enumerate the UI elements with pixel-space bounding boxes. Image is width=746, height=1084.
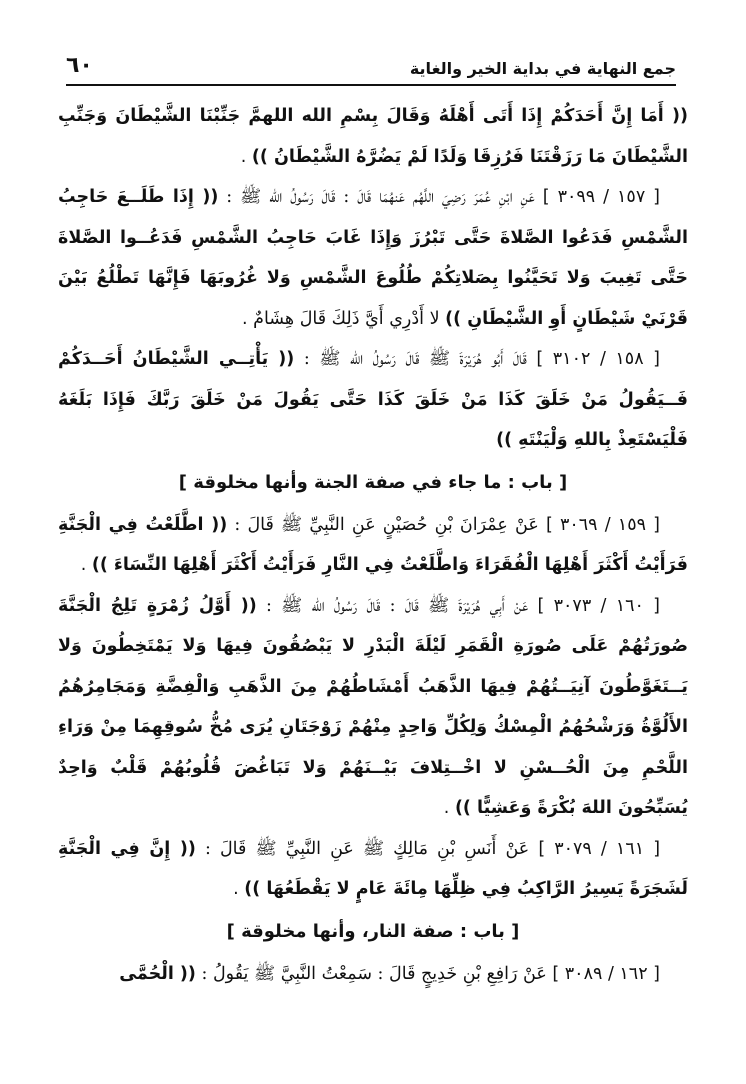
narration-chain: عَنْ أَبِي هُرَيْرَةَ ﷺ قَالَ : قَالَ رَسُولُ الله ﷺ : bbox=[256, 595, 538, 616]
hadith-reference: [ ١٦٠ / ٣٠٧٣ ] bbox=[537, 595, 661, 616]
chapter-heading: [ باب : صفة النار، وأنها مخلوقة ] bbox=[226, 920, 520, 942]
running-title: جمع النهاية في بداية الخير والغاية bbox=[409, 59, 676, 78]
page-number: ٦٠ bbox=[66, 53, 93, 78]
hadith-paragraph bbox=[58, 505, 688, 586]
hadith-paragraph bbox=[58, 586, 688, 829]
page-header bbox=[66, 48, 676, 86]
hadith-reference: [ ١٦٢ / ٣٠٨٩ ] bbox=[552, 963, 660, 984]
paragraph-tail: . bbox=[233, 879, 245, 899]
hadith-reference: [ ١٥٩ / ٣٠٦٩ ] bbox=[545, 514, 660, 535]
narration-chain: عَنْ عِمْرَانَ بْنِ حُصَيْنٍ عَنِ النَّبِيِّ ﷺ قَالَ : bbox=[227, 514, 546, 535]
hadith-paragraph bbox=[58, 339, 688, 461]
narration-chain: قَالَ أَبُو هُرَيْرَةَ ﷺ قَالَ رَسُولُ الله ﷺ : bbox=[294, 349, 537, 369]
hadith-text: (( أَمَا إِنَّ أَحَدَكُمْ إِذَا أَتَى أَهْلَهُ وَقَالَ بِسْمِ الله اللهمَّ جَنِّبْنَا الشَّيْطَانَ وَجَنِّبِ الشَّيْطَانَ مَا رَزَقْتَنَا فَرُزِقَا وَلَدًا لَمْ يَضُرَّهُ الشَّيْطَانُ )) bbox=[58, 106, 688, 167]
narration-chain: عَنِ ابْنِ عُمَرَ رَضِيَ اللَّهُم عَنهُمَا قَالَ : قَالَ رَسُولُ الله ﷺ : bbox=[218, 187, 543, 207]
hadith-reference: [ ١٥٧ / ٣٠٩٩ ] bbox=[542, 187, 661, 207]
hadith-paragraph bbox=[58, 954, 688, 995]
hadith-text: (( إِنَّ فِي الْجَنَّةِ لَشَجَرَةً يَسِيرُ الرَّاكِبُ فِي ظِلِّهَا مِائَةَ عَامٍ لا يَقْطَعُهَا )) bbox=[58, 838, 688, 899]
paragraph-tail: لا أَدْرِي أَيَّ ذَلِكَ قَالَ هِشَامٌ . bbox=[242, 308, 446, 329]
hadith-paragraph bbox=[58, 177, 688, 339]
paragraph-tail: . bbox=[443, 798, 455, 818]
chapter-heading: [ باب : ما جاء في صفة الجنة وأنها مخلوقة ] bbox=[178, 471, 568, 493]
hadith-paragraph bbox=[58, 829, 688, 910]
hadith-text: (( يَأْتِــي الشَّيْطَانُ أَحَــدَكُمْ فَــيَقُولُ مَنْ خَلَقَ كَذَا مَنْ خَلَقَ كَذَا حَتَّى يَقُولَ مَنْ خَلَقَ رَبَّكَ فَإِذَا بَلَغَهُ فَلْيَسْتَعِذْ بِاللهِ وَلْيَنْتَهِ )) bbox=[58, 349, 688, 450]
narration-chain: عَنْ أَنَسِ بْنِ مَالِكٍ ﷺ عَنِ النَّبِيِّ ﷺ قَالَ : bbox=[195, 838, 539, 859]
paragraph-tail: . bbox=[80, 555, 92, 575]
hadith-text: (( إِذَا طَلَــعَ حَاجِبُ الشَّمْسِ فَدَعُوا الصَّلاةَ حَتَّى تَبْرُزَ وَإِذَا غَابَ حَاجِبُ الشَّمْسِ فَدَعُــوا الصَّلاةَ حَتَّى تَغِيبَ وَلا تَحَيَّنُوا بِصَلاتِكُمْ طُلُوعَ الشَّمْسِ وَلا غُرُوبَهَا فَإِنَّهَا تَطْلُعُ بَيْنَ قَرْنَيْ شَيْطَانٍ أَوِ الشَّيْطَانِ )) bbox=[58, 187, 688, 329]
hadith-reference: [ ١٦١ / ٣٠٧٩ ] bbox=[538, 838, 661, 859]
hadith-text: (( اطَّلَعْتُ فِي الْجَنَّةِ فَرَأَيْتُ أَكْثَرَ أَهْلِهَا الْفُقَرَاءَ وَاطَّلَعْتُ فِي النَّارِ فَرَأَيْتُ أَكْثَرَ أَهْلِهَا النِّسَاءَ )) bbox=[58, 514, 688, 575]
page-body bbox=[58, 96, 688, 994]
hadith-paragraph bbox=[58, 96, 688, 177]
paragraph-tail: . bbox=[240, 146, 252, 167]
hadith-text: (( أَوَّلُ زُمْرَةٍ تَلِجُ الْجَنَّةَ صُورَتُهُمْ عَلَى صُورَةِ الْقَمَرِ لَيْلَةَ الْبَدْرِ لا يَبْصُقُونَ فِيهَا وَلا يَمْتَخِطُونَ وَلا يَــتَغَوَّطُونَ آنِيَــتُهُمْ فِيهَا الذَّهَبُ أَمْشَاطُهُمْ مِنَ الذَّهَبِ وَالْفِضَّةِ وَمَجَامِرُهُمُ الأَلُوَّةُ وَرَشْحُهُمُ الْمِسْكُ وَلِكُلِّ وَاحِدٍ مِنْهُمْ زَوْجَتَانِ يُرَى مُخُّ سُوقِهِمَا مِنْ وَرَاءِ اللَّحْمِ مِنَ الْحُــسْنِ لا اخْــتِلافَ بَيْــنَهُمْ وَلا تَبَاغُضَ قُلُوبُهُمْ قَلْبٌ وَاحِدٌ يُسَبِّحُونَ اللهَ بُكْرَةً وَعَشِيًّا )) bbox=[58, 595, 688, 818]
narration-chain: عَنْ رَافِعِ بْنِ خَدِيجٍ قَالَ : سَمِعْتُ النَّبِيَّ ﷺ يَقُولُ : bbox=[195, 963, 553, 984]
hadith-reference: [ ١٥٨ / ٣١٠٢ ] bbox=[536, 349, 660, 369]
hadith-text: (( الْحُمَّى bbox=[119, 963, 196, 984]
